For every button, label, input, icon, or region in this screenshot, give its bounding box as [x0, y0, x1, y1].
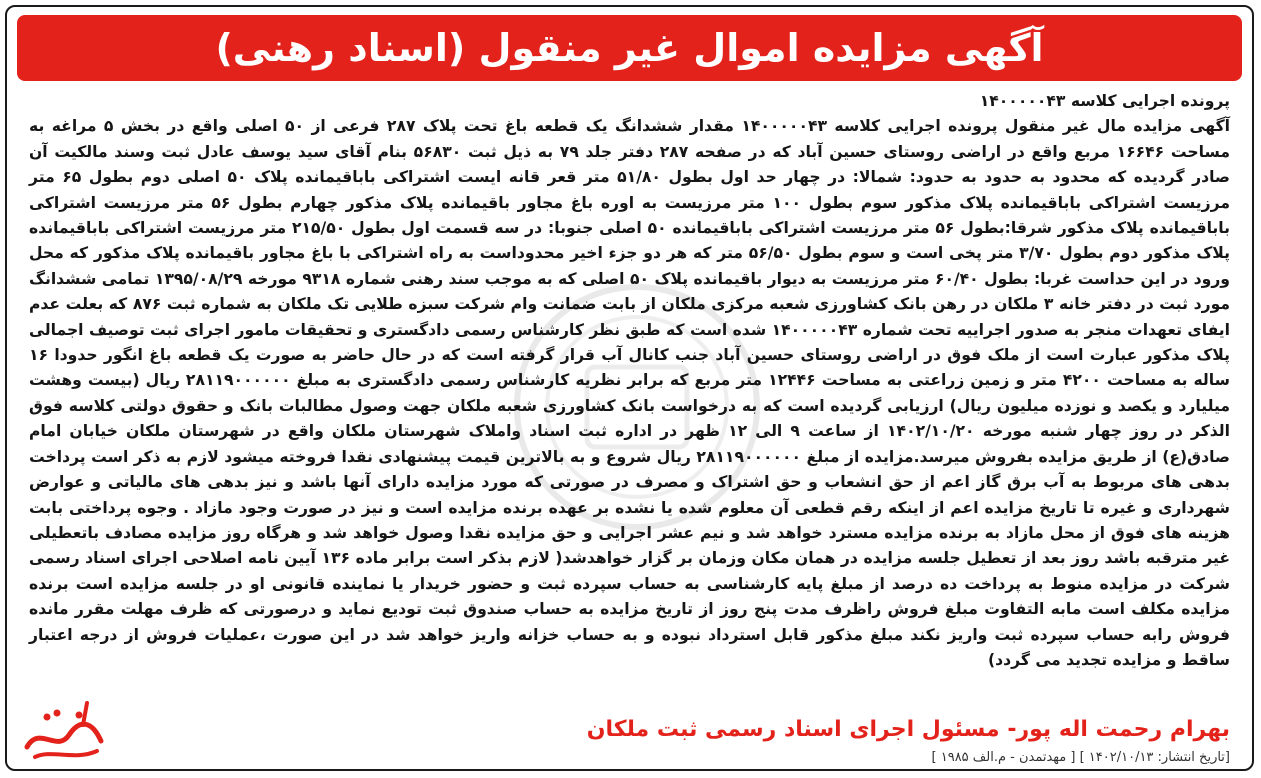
tamadon-logo	[17, 695, 109, 767]
notice-body	[29, 89, 1230, 673]
signature-line: بهرام رحمت اله پور- مسئول اجرای اسناد رسمی ثبت ملکان	[586, 717, 1230, 742]
notice-paragraph: آگهی مزایده مال غیر منقول پرونده اجرایی کلاسه ۱۴۰۰۰۰۰۴۳ مقدار ششدانگ یک قطعه باغ تحت پلاک ۲۸۷ فرعی از ۵۰ اصلی واقع در بخش ۵ مراغه به مساحت ۱۶۶۴۶ مربع واقع در اراضی روستای حسین آباد که در صفحه ۲۸۷ دفتر جلد ۷۹ به ذیل ثبت ۵۶۸۳۰ بنام آقای سید یوسف عادل ثبت وسند مالکیت آن صادر گردیده که محدود به حدود به حدود: شمالا: در چهار حد اول بطول ۵۱/۸۰ متر قعر قانه ایست اشتراکی باباقیمانده پلاک ۵۰ اصلی دوم بطول ۶۵ متر مرزیست اشتراکی باباقیمانده پلاک مذکور سوم بطول ۱۰۰ متر مرزیست به اوره باغ مجاور باقیمانده پلاک مذکور چهارم بطول ۵۶ متر مرزیست اشتراکی باباقیمانده پلاک مذکور شرقا:بطول ۵۶ متر مرزیست اشتراکی باباقیمانده ۵۰ اصلی جنوبا: در سه قسمت اول بطول ۲۱۵/۵۰ متر مرزیست اشتراکی باباقیمانده پلاک مذکور دوم بطول ۳/۷۰ متر پخی است و سوم بطول ۵۶/۵۰ متر که هر دو جزء اخیر محدوداست به راه اشتراکی با باغ مجاور باقیمانده پلاک مذکور که محل ورود در این حداست غربا: بطول ۶۰/۴۰ متر مرزیست به دیوار باقیمانده پلاک ۵۰ اصلی که به موجب سند رهنی شماره ۹۳۱۸ مورخه ۱۳۹۵/۰۸/۲۹ تمامی ششدانگ مورد ثبت در دفتر خانه ۳ ملکان در رهن بانک کشاورزی شعبه مرکزی ملکان از بابت ضمانت وام شرکت سبزه طلایی تک ملکان به شماره ثبت ۸۷۶ که بعلت عدم ایفای تعهدات منجر به صدور اجراییه تحت شماره ۱۴۰۰۰۰۰۴۳ شده است که طبق نظر کارشناس رسمی دادگستری و تحقیقات مامور اجرای ثبت توصیف اجمالی پلاک مذکور عبارت است از ملک فوق در اراضی روستای حسین آباد جنب کانال آب قرار گرفته است که در حال حاضر به صورت یک قطعه باغ انگور حدودا ۱۶ ساله به مساحت ۴۲۰۰ متر و زمین زراعتی به مساحت ۱۲۴۴۶ متر مربع که برابر نظریه کارشناس رسمی دادگستری به مبلغ ۲۸۱۱۹۰۰۰۰۰۰ ریال (بیست وهشت میلیارد و یکصد و نوزده میلیون ریال) ارزیابی گردیده است که به درخواست بانک کشاورزی شعبه ملکان جهت وصول مطالبات بانک و حقوق دولتی کلاسه فوق الذکر در روز چهار شنبه مورخه ۱۴۰۲/۱۰/۲۰ از ساعت ۹ الی ۱۲ ظهر در اداره ثبت اسناد واملاک شهرستان ملکان واقع در شهرستان ملکان خیابان امام صادق(ع) از طریق مزایده بفروش میرسد.مزایده از مبلغ ۲۸۱۱۹۰۰۰۰۰۰ ریال شروع و به بالاترین قیمت پیشنهادی نقدا فروخته میشود لازم به ذکر است پرداخت بدهی های مربوط به آب برق گاز اعم از حق انشعاب و حق اشتراک و مصرف در صورتی که مورد مزایده دارای آنها باشد و نیز بدهی های مالیاتی و عوارض شهرداری و غیره تا تاریخ مزایده اعم از اینکه رقم قطعی آن معلوم شده یا نشده بر عهده برنده مزایده است و نیز در صورت وجود مازاد . وجوه پرداختی بابت هزینه های فوق از محل مازاد به برنده مزایده مسترد خواهد شد و نیم عشر اجرایی و حق مزایده نقدا وصول خواهد شد و هرگاه روز مزایده مصادف باتعطیلی غیر مترقبه باشد روز بعد از تعطیل جلسه مزایده در همان مکان وزمان بر گزار خواهدشد( لازم بذکر است برابر ماده ۱۳۶ آیین نامه اصلاحی اجرای اسناد رسمی شرکت در مزایده منوط به پرداخت ده درصد از مبلغ پایه کارشناسی به حساب سپرده ثبت و حضور خریدار یا نماینده قانونی او در جلسه مزایده است برنده مزایده مکلف است مابه التفاوت مبلغ فروش راظرف مدت پنج روز از تاریخ مزایده به حساب صندوق ثبت تودیع نماید و درصورتی که ظرف مهلت مقرر مانده فروش رابه حساب سپرده ثبت واریز نکند مبلغ مذکور قابل استرداد نبوده و به حساب خزانه واریز خواهد شد در این صورت ،عملیات فروش از درجه اعتبار ساقط و مزایده تجدید می گردد)	[29, 117, 1231, 669]
notice-title: آگهی مزایده اموال غیر منقول (اسناد رهنی)	[215, 26, 1044, 70]
case-number-line: پرونده اجرایی کلاسه ۱۴۰۰۰۰۰۴۳	[979, 92, 1230, 110]
notice-frame	[5, 5, 1254, 771]
publish-info: [تاریخ انتشار: ۱۴۰۲/۱۰/۱۳ ] [ مهدتمدن - م.الف ۱۹۸۵ ]	[931, 750, 1230, 765]
title-banner	[17, 15, 1242, 81]
